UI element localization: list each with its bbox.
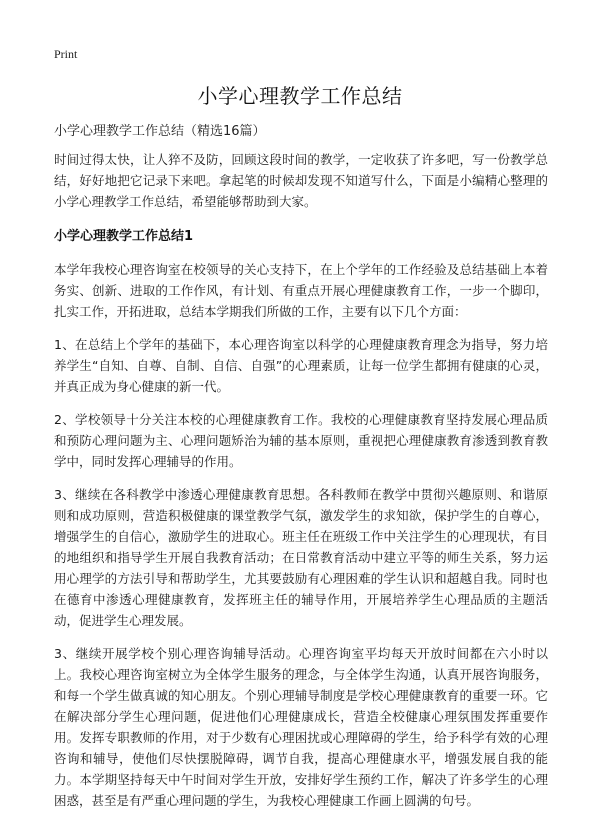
page-title: 小学心理教学工作总结 xyxy=(197,84,403,108)
paragraph-item-2: 2、学校领导十分关注本校的心理健康教育工作。我校的心理健康教育坚持发展心理品质和预防心理问题为主、心理问题矫治为辅的基本原则，重视把心理健康教育渗透到教育教学中，同时发挥心理辅导的作用。 xyxy=(54,412,548,469)
intro-paragraph: 时间过得太快，让人猝不及防，回顾这段时间的教学，一定收获了许多吧，写一份教学总结，好好地把它记录下来吧。拿起笔的时候却发现不知道写什么，下面是小编精心整理的小学心理教学工作总结，希望能够帮助到大家。 xyxy=(54,152,548,209)
article-body xyxy=(54,149,548,823)
paragraph-overview: 本学年我校心理咨询室在校领导的关心支持下，在上个学年的工作经验及总结基础上本着务实、创新、进取的工作作风，有计划、有重点开展心理健康教育工作，一步一个脚印，扎实工作，开拓进取，总结本学期我们所做的工作，主要有以下几个方面： xyxy=(54,262,548,319)
paragraph-item-3a: 3、继续在各科教学中渗透心理健康教育思想。各科教师在教学中贯彻兴趣原则、和谐原则和成功原则，营造积极健康的课堂教学气氛，激发学生的求知欲，保护学生的自尊心，增强学生的自信心，激励学生的进取心。班主任在班级工作中关注学生的心理现状，有目的地组织和指导学生开展自我教育活动；在日常教育活动中建立平等的师生关系，努力运用心理学的方法引导和帮助学生，尤其要鼓励有心理困难的学生认识和超越自我。同时也在德育中渗透心理健康教育，发挥班主任的辅导作用，开展培养学生心理品质的主题活动，促进学生心理发展。 xyxy=(54,487,548,628)
paragraph-item-1: 1、在总结上个学年的基础下，本心理咨询室以科学的心理健康教育理念为指导，努力培养学生“自知、自尊、自制、自信、自强”的心理素质，让每一位学生都拥有健康的心灵，并真正成为身心健康的新一代。 xyxy=(54,337,548,394)
print-link[interactable]: Print xyxy=(54,47,78,61)
subtitle: 小学心理教学工作总结（精选16篇） xyxy=(54,124,266,139)
paragraph-item-3b: 3、继续开展学校个别心理咨询辅导活动。心理咨询室平均每天开放时间都在六小时以上。我校心理咨询室树立为全体学生服务的理念，与全体学生沟通，认真开展咨询服务，和每一个学生做真诚的知心朋友。个别心理辅导制度是学校心理健康教育的重要一环。它在解决部分学生心理问题，促进他们心理健康成长，营造全校健康心理氛围发挥重要作用。发挥专职教师的作用，对于少数有心理困扰或心理障碍的学生，给予科学有效的心理咨询和辅导，使他们尽快摆脱障碍，调节自我，提高心理健康水平，增强发展自我的能力。本学期坚持每天中午时间对学生开放，安排好学生预约工作，解决了许多学生的心理困惑，甚至是有严重心理问题的学生，为我校心理健康工作画上圆满的句号。 xyxy=(54,646,548,808)
section-heading: 小学心理教学工作总结1 xyxy=(54,229,194,244)
